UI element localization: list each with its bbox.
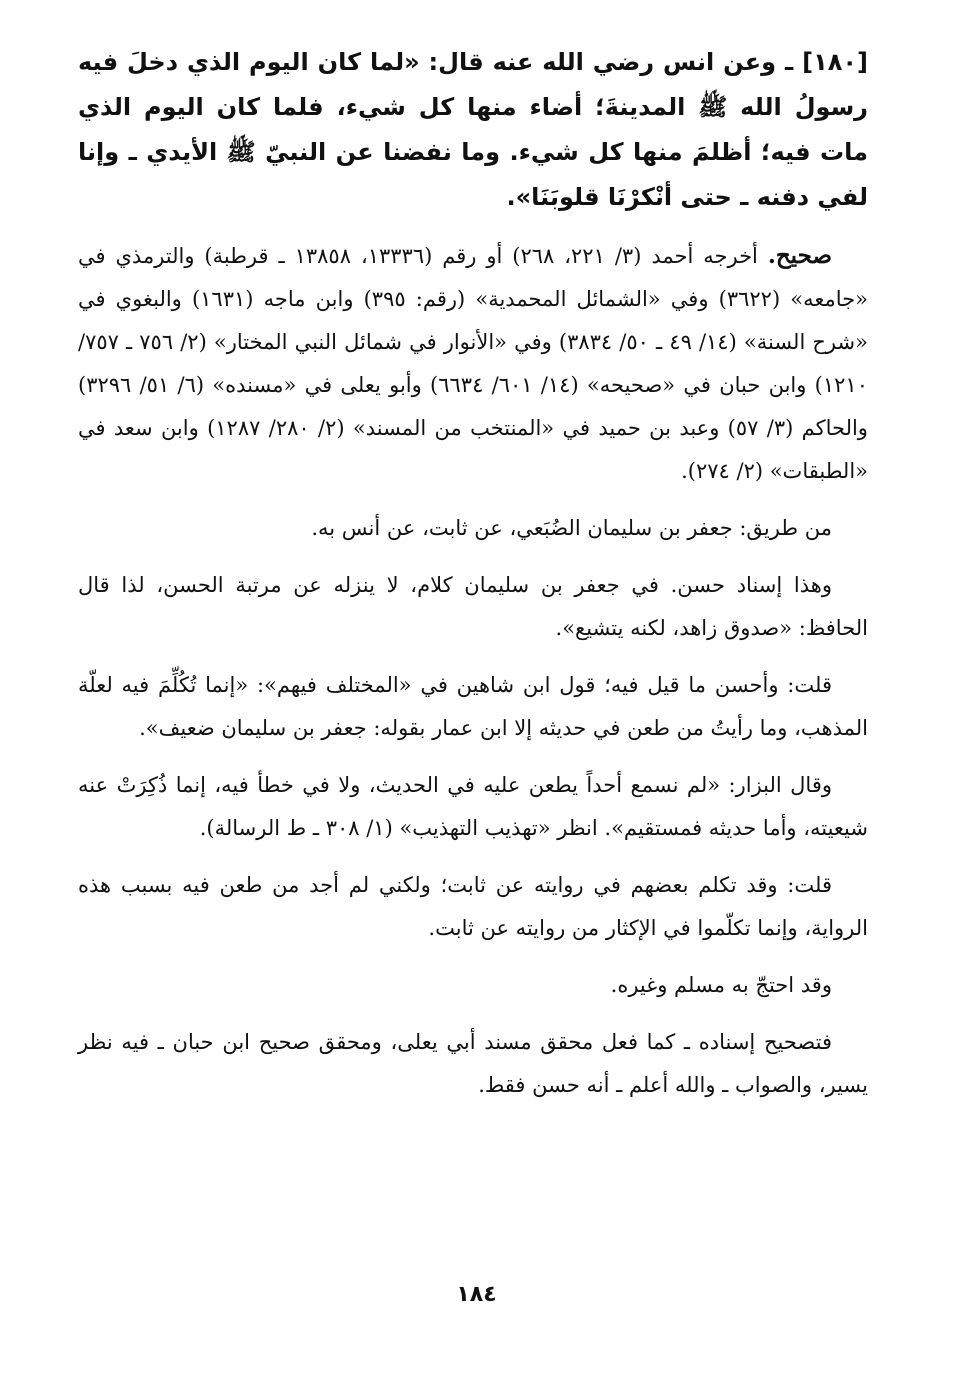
page-content	[78, 40, 868, 1121]
takhrij-text: أخرجه أحمد (٣/ ٢٢١، ٢٦٨) أو رقم (١٣٣٣٦، ١٣٨٥٨ ـ قرطبة) والترمذي في «جامعه» (٣٦٢٢) وفي «الشمائل المحمدية» (رقم: ٣٩٥) وابن ماجه (١٦٣١) والبغوي في «شرح السنة» (١٤/ ٤٩ ـ ٥٠/ ٣٨٣٤) وفي «الأنوار في شمائل النبي المختار» (٢/ ٧٥٦ ـ ٧٥٧/ ١٢١٠) وابن حبان في «صحيحه» (١٤/ ٦٠١/ ٦٦٣٤) وأبو يعلى في «مسنده» (٦/ ٥١/ ٣٢٩٦) والحاكم (٣/ ٥٧) وعبد بن حميد في «المنتخب من المسند» (٢/ ٢٨٠/ ١٢٨٧) وابن سعد في «الطبقات» (٢/ ٢٧٤).	[78, 244, 868, 483]
bazzar-paragraph: وقال البزار: «لم نسمع أحداً يطعن عليه في الحديث، ولا في خطأ فيه، إنما ذُكِرَتْ عنه شيعيته، وأما حديثه فمستقيم». انظر «تهذيب التهذيب» (١/ ٣٠٨ ـ ط الرسالة).	[78, 773, 868, 840]
isnad-grade-paragraph: وهذا إسناد حسن. في جعفر بن سليمان كلام، لا ينزله عن مرتبة الحسن، لذا قال الحافظ: «صدوق زاهد، لكنه يتشيع».	[78, 573, 868, 640]
conclusion-paragraph: فتصحيح إسناده ـ كما فعل محقق مسند أبي يعلى، ومحقق صحيح ابن حبان ـ فيه نظر يسير، والصواب ـ والله أعلم ـ أنه حسن فقط.	[78, 1030, 868, 1097]
thabit-paragraph: قلت: وقد تكلم بعضهم في روايته عن ثابت؛ ولكني لم أجد من طعن فيه بسبب هذه الرواية، وإنما تكلّموا في الإكثار من روايته عن ثابت.	[78, 873, 868, 940]
muslim-paragraph: وقد احتجّ به مسلم وغيره.	[610, 973, 832, 997]
hadith-text: [١٨٠] ـ وعن انس رضي الله عنه قال: «لما كان اليوم الذي دخلَ فيه رسولُ الله ﷺ المدينةَ؛ أضاء منها كل شيء، فلما كان اليوم الذي مات فيه؛ أظلمَ منها كل شيء. وما نفضنا عن النبيّ ﷺ الأيدي ـ وإنا لفي دفنه ـ حتى أنْكرْنَا قلوبَنَا».	[78, 48, 868, 211]
chain-paragraph: من طريق: جعفر بن سليمان الضُبَعي، عن ثابت، عن أنس به.	[311, 516, 832, 540]
page-number: ١٨٤	[456, 1282, 497, 1307]
grade-label: صحيح.	[767, 242, 832, 269]
takhrij-paragraph	[78, 234, 868, 493]
ibn-shahin-paragraph: قلت: وأحسن ما قيل فيه؛ قول ابن شاهين في «المختلف فيهم»: «إنما تُكُلِّمَ فيه لعلّة المذهب، وما رأيتُ من طعن في حديثه إلا ابن عمار بقوله: جعفر بن سليمان ضعيف».	[78, 673, 868, 740]
